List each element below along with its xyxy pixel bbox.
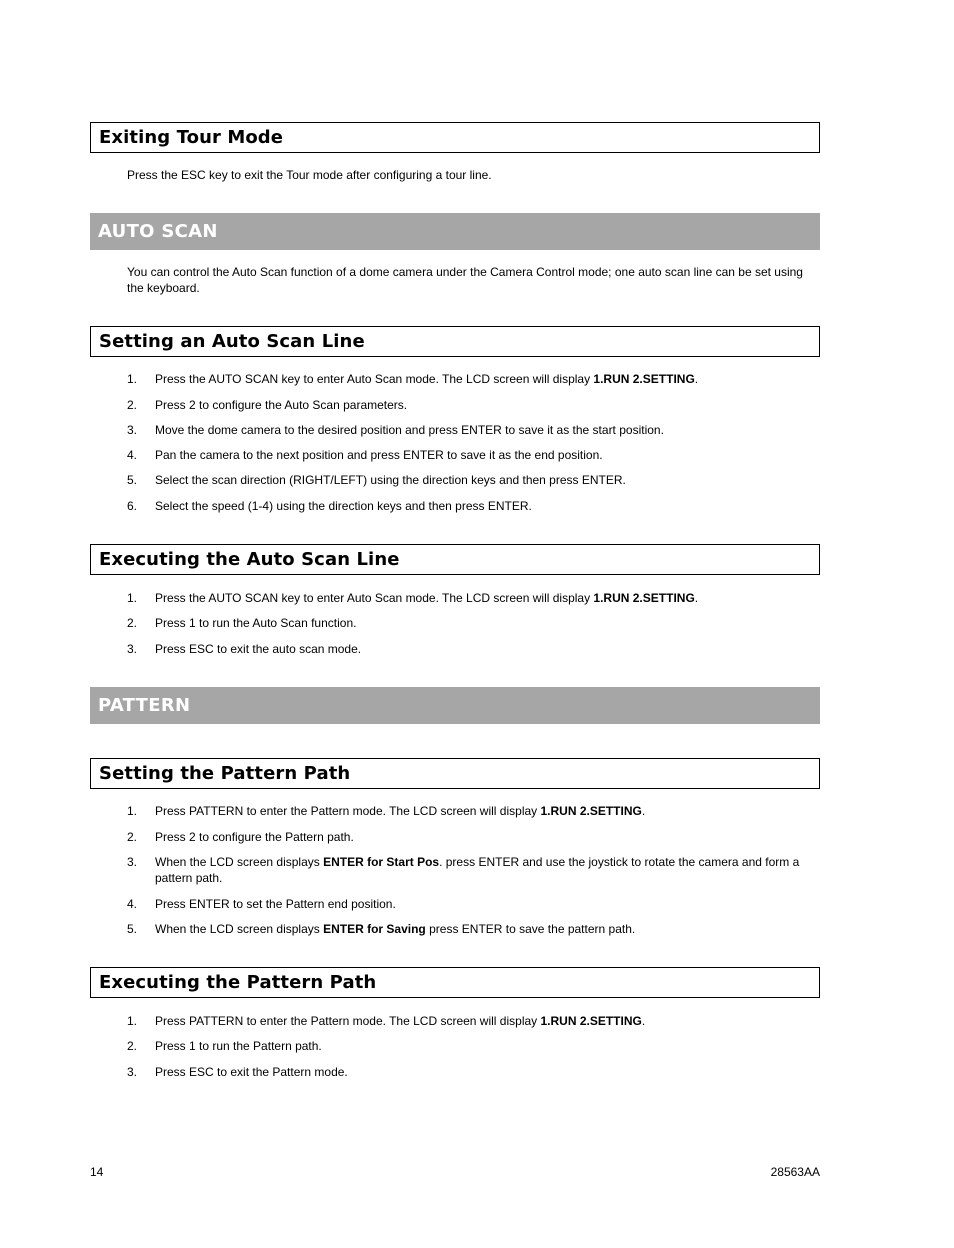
step-text-plain: Move the dome camera to the desired position and press ENTER to save it as the start position. bbox=[155, 423, 664, 437]
step-number: 1. bbox=[127, 591, 138, 605]
footer-document-code: 28563AA bbox=[770, 1165, 820, 1179]
step-number: 5. bbox=[127, 922, 138, 936]
step-text-plain: When the LCD screen displays bbox=[155, 855, 324, 869]
list-item bbox=[127, 1064, 817, 1080]
step-text-emphasis: 1.RUN 2.SETTING bbox=[593, 372, 695, 386]
step-text-plain: Press ESC to exit the auto scan mode. bbox=[155, 642, 362, 656]
step-text-plain: Press PATTERN to enter the Pattern mode. The LCD screen will display bbox=[155, 804, 541, 818]
step-text-plain: When the LCD screen displays bbox=[155, 922, 324, 936]
step-number: 1. bbox=[127, 1014, 138, 1028]
step-number: 3. bbox=[127, 423, 138, 437]
list-item bbox=[127, 498, 817, 514]
step-text bbox=[155, 472, 817, 488]
step-number: 2. bbox=[127, 1039, 138, 1053]
step-number: 4. bbox=[127, 448, 138, 462]
step-text-plain: Select the speed (1-4) using the direction keys and then press ENTER. bbox=[155, 499, 532, 513]
paragraph-auto-scan: You can control the Auto Scan function of a dome camera under the Camera Control mode; one auto scan line can be set using the keyboard. bbox=[127, 265, 803, 295]
step-text-plain: Press 2 to configure the Pattern path. bbox=[155, 830, 354, 844]
step-number: 3. bbox=[127, 1065, 138, 1079]
list-item bbox=[127, 422, 817, 438]
step-text-plain: Press 2 to configure the Auto Scan parameters. bbox=[155, 398, 408, 412]
section-bar-pattern: PATTERN bbox=[90, 687, 820, 724]
step-number: 4. bbox=[127, 897, 138, 911]
step-text-plain: Press 1 to run the Auto Scan function. bbox=[155, 616, 357, 630]
step-text-plain: Press ESC to exit the Pattern mode. bbox=[155, 1065, 348, 1079]
step-text bbox=[155, 896, 817, 912]
step-text bbox=[155, 498, 817, 514]
heading-executing-auto-scan-line: Executing the Auto Scan Line bbox=[90, 544, 820, 575]
step-text-plain: Press the AUTO SCAN key to enter Auto Scan mode. The LCD screen will display bbox=[155, 372, 594, 386]
step-text bbox=[155, 854, 817, 886]
step-text bbox=[155, 590, 817, 606]
list-item bbox=[127, 472, 817, 488]
step-text-plain-after: . bbox=[694, 591, 699, 605]
footer-page-number: 14 bbox=[90, 1165, 104, 1179]
step-text bbox=[155, 447, 817, 463]
list-item bbox=[127, 896, 817, 912]
step-text-plain: Select the scan direction (RIGHT/LEFT) using the direction keys and then press ENTER. bbox=[155, 473, 626, 487]
step-text bbox=[155, 1038, 817, 1054]
list-item bbox=[127, 371, 817, 387]
step-text-emphasis: 1.RUN 2.SETTING bbox=[540, 1014, 642, 1028]
list-item bbox=[127, 615, 817, 631]
list-item bbox=[127, 854, 817, 886]
step-text bbox=[155, 641, 817, 657]
step-text-plain-after: . press ENTER and use the joystick to rotate the camera and form a pattern path. bbox=[155, 855, 800, 885]
list-item bbox=[127, 1013, 817, 1029]
list-item bbox=[127, 397, 817, 413]
heading-setting-pattern-path: Setting the Pattern Path bbox=[90, 758, 820, 789]
step-text bbox=[155, 1013, 817, 1029]
step-text-emphasis: 1.RUN 2.SETTING bbox=[540, 804, 642, 818]
step-text-plain: Press ENTER to set the Pattern end position. bbox=[155, 897, 396, 911]
heading-exiting-tour-mode: Exiting Tour Mode bbox=[90, 122, 820, 153]
step-text-plain: Pan the camera to the next position and press ENTER to save it as the end position. bbox=[155, 448, 603, 462]
step-number: 1. bbox=[127, 372, 138, 386]
list-item bbox=[127, 641, 817, 657]
step-number: 3. bbox=[127, 642, 138, 656]
step-text-plain: Press 1 to run the Pattern path. bbox=[155, 1039, 322, 1053]
section-bar-auto-scan: AUTO SCAN bbox=[90, 213, 820, 250]
step-text-plain-after: . bbox=[641, 1014, 646, 1028]
step-text-plain-after: . bbox=[694, 372, 699, 386]
list-item bbox=[127, 1038, 817, 1054]
step-text-emphasis: 1.RUN 2.SETTING bbox=[593, 591, 695, 605]
step-text bbox=[155, 829, 817, 845]
list-item bbox=[127, 447, 817, 463]
step-text bbox=[155, 422, 817, 438]
step-number: 2. bbox=[127, 830, 138, 844]
step-text bbox=[155, 371, 817, 387]
step-number: 2. bbox=[127, 398, 138, 412]
step-text bbox=[155, 803, 817, 819]
list-item bbox=[127, 803, 817, 819]
step-text-emphasis: ENTER for Start Pos bbox=[323, 855, 440, 869]
step-text-plain: Press the AUTO SCAN key to enter Auto Scan mode. The LCD screen will display bbox=[155, 591, 594, 605]
step-number: 5. bbox=[127, 473, 138, 487]
heading-setting-auto-scan-line: Setting an Auto Scan Line bbox=[90, 326, 820, 357]
step-number: 2. bbox=[127, 616, 138, 630]
step-text-plain-after: . bbox=[641, 804, 646, 818]
step-text-plain-after: press ENTER to save the pattern path. bbox=[425, 922, 636, 936]
step-number: 1. bbox=[127, 804, 138, 818]
heading-executing-pattern-path: Executing the Pattern Path bbox=[90, 967, 820, 998]
list-item bbox=[127, 921, 817, 937]
step-text bbox=[155, 921, 817, 937]
step-number: 6. bbox=[127, 499, 138, 513]
step-text bbox=[155, 1064, 817, 1080]
step-text-emphasis: ENTER for Saving bbox=[323, 922, 426, 936]
step-text-plain: Press PATTERN to enter the Pattern mode. The LCD screen will display bbox=[155, 1014, 541, 1028]
step-text bbox=[155, 397, 817, 413]
step-text bbox=[155, 615, 817, 631]
paragraph-exiting-tour: Press the ESC key to exit the Tour mode after configuring a tour line. bbox=[127, 168, 492, 182]
list-item bbox=[127, 590, 817, 606]
list-item bbox=[127, 829, 817, 845]
step-number: 3. bbox=[127, 855, 138, 869]
